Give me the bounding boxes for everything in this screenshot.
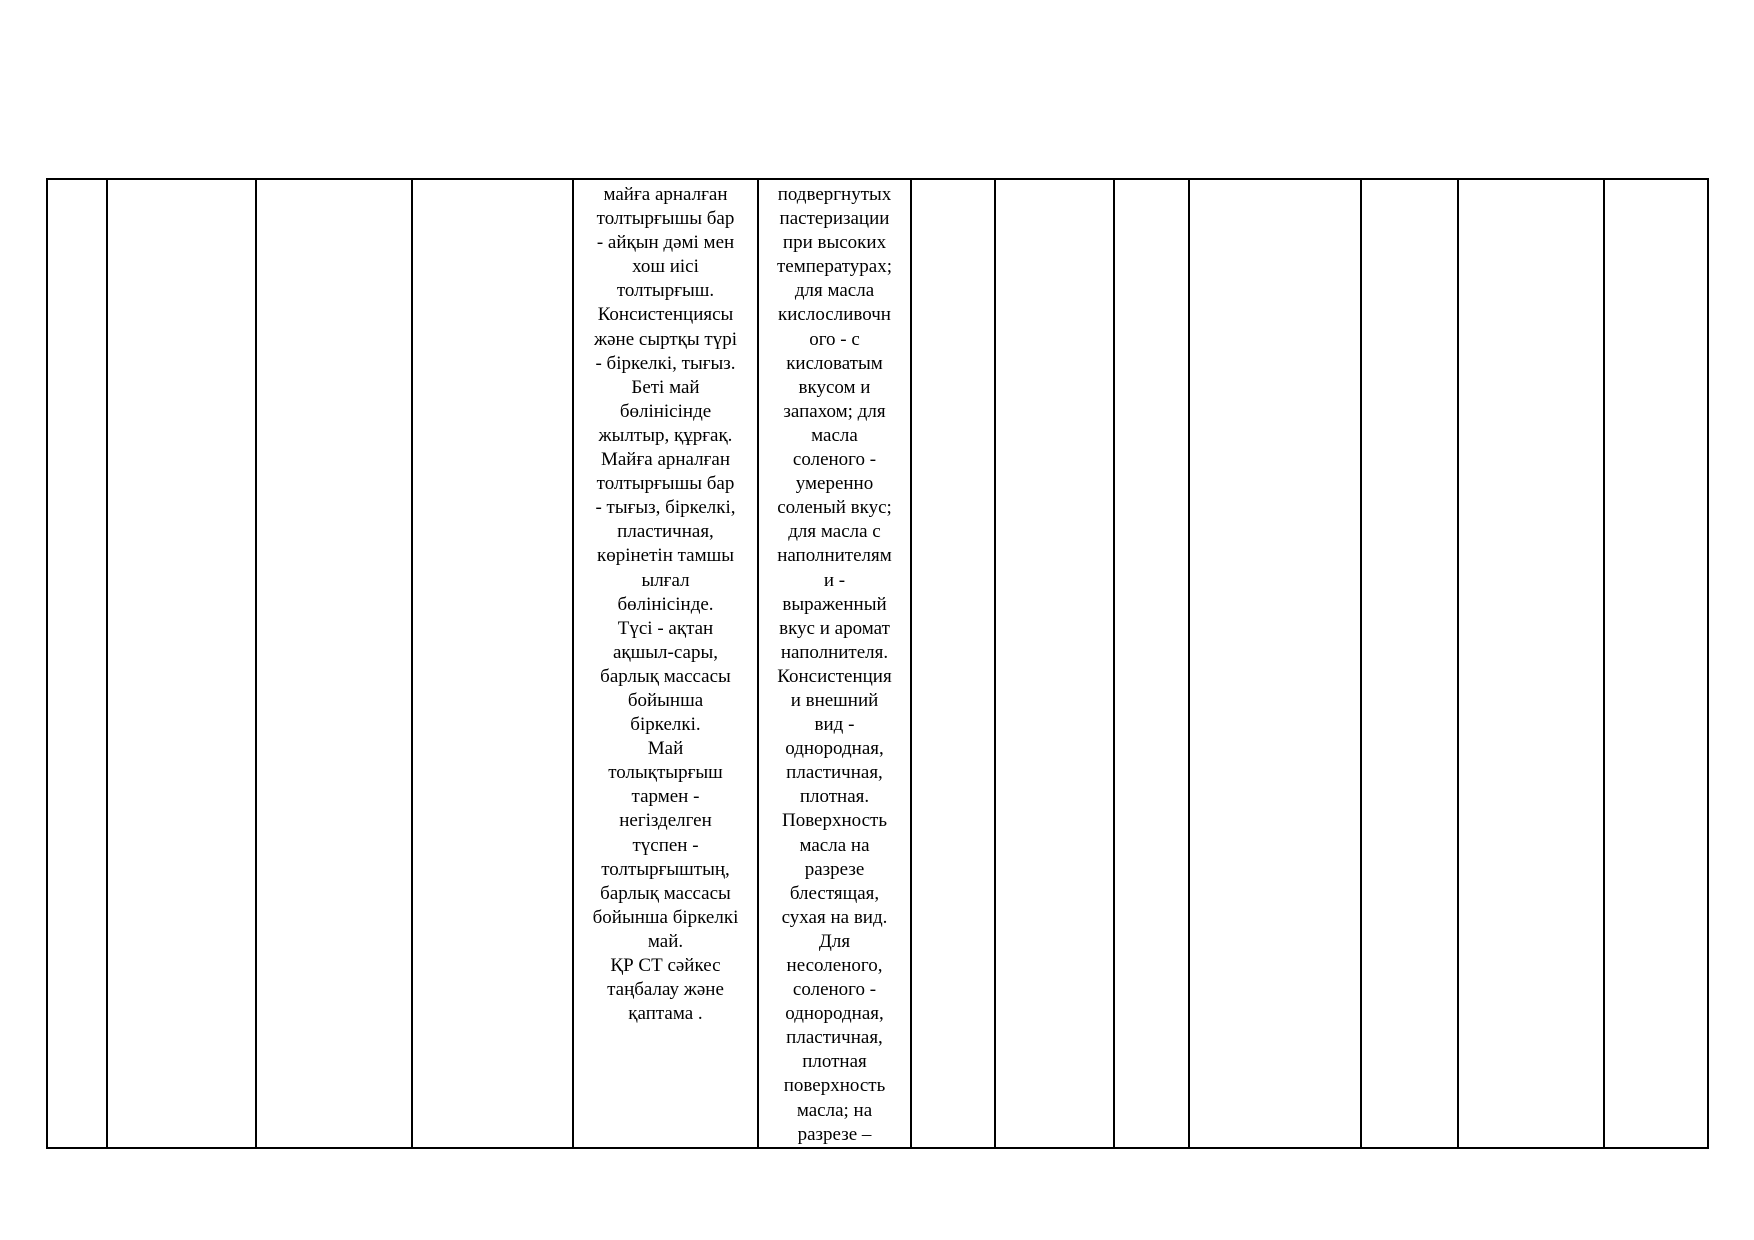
cell-text-line: пластичная, — [786, 1027, 883, 1049]
cell-text-line: масла — [811, 424, 858, 446]
cell-text-line: толтырғыш. — [616, 280, 715, 302]
table-row — [47, 179, 1708, 1148]
cell-text-line: плотная — [802, 1051, 867, 1073]
cell-text-line: Поверхность — [781, 810, 888, 832]
table-cell-col4 — [412, 179, 573, 1148]
cell-text-line: Консистенция — [777, 665, 892, 687]
cell-text-line: Для — [818, 930, 851, 952]
table-cell-col7 — [911, 179, 995, 1148]
cell-text-line: толтырғышы бар — [596, 208, 735, 230]
cell-text-line: Консистенциясы — [597, 304, 734, 326]
cell-text-line: барлық массасы — [600, 882, 731, 904]
cell-text-line: ақшыл-сары, — [613, 641, 718, 663]
table-cell-col13 — [1604, 179, 1708, 1148]
cell-text-line: май. — [647, 930, 684, 952]
cell-text-line: запахом; для — [783, 400, 886, 422]
cell-text-line: вкус и аромат — [779, 617, 890, 639]
cell-text-line: барлық массасы — [600, 665, 731, 687]
cell-text-line: масла на — [799, 834, 870, 856]
col6-text — [759, 180, 910, 1147]
cell-text-line: ҚР СТ сәйкес — [610, 955, 721, 976]
table-cell-col9 — [1114, 179, 1189, 1148]
cell-text-line: разрезе – — [797, 1123, 872, 1145]
cell-text-line: түспен - — [632, 834, 699, 856]
table-cell-col10 — [1189, 179, 1361, 1148]
requirements-table — [46, 178, 1709, 1149]
cell-text-line: бөлінісінде — [619, 400, 712, 422]
cell-text-line: бөлінісінде. — [617, 593, 714, 615]
table-cell-col12 — [1458, 179, 1604, 1148]
cell-text-line: при высоких — [782, 232, 887, 254]
cell-text-line: - айқын дәмі мен — [596, 232, 735, 254]
table-cell-col2 — [107, 179, 256, 1148]
table-cell-col3 — [256, 179, 412, 1148]
cell-text-line: Май — [647, 738, 684, 760]
cell-text-line: хош иісі — [632, 256, 699, 278]
cell-text-line: таңбалау және — [607, 979, 724, 1001]
cell-text-line: для масла — [794, 280, 875, 302]
cell-text-line: соленый вкус; — [777, 497, 892, 519]
cell-text-line: сухая на вид. — [781, 906, 888, 928]
cell-text-line: тармен - — [631, 786, 700, 808]
cell-text-line: поверхность — [783, 1075, 886, 1097]
table-cell-col5 — [573, 179, 758, 1148]
cell-text-line: жылтыр, құрғақ. — [598, 424, 733, 446]
table-cell-col1 — [47, 179, 107, 1148]
cell-text-line: бойынша біркелкі — [592, 906, 739, 928]
cell-text-line: Майға арналған — [600, 449, 731, 471]
cell-text-line: вкусом и — [798, 376, 871, 398]
cell-text-line: - тығыз, біркелкі, — [595, 497, 736, 519]
cell-text-line: соленого - — [792, 449, 877, 471]
cell-text-line: толықтырғыш — [608, 762, 723, 784]
cell-text-line: наполнителя. — [780, 641, 889, 663]
cell-text-line: наполнителям — [777, 545, 892, 567]
cell-text-line: толтырғышы бар — [596, 473, 735, 495]
cell-text-line: негізделген — [619, 810, 712, 832]
cell-text-line: ого - с — [809, 328, 860, 350]
cell-text-line: Беті май — [631, 376, 700, 398]
cell-text-line: толтырғыштың, — [601, 858, 730, 880]
cell-text-line: біркелкі. — [630, 714, 701, 736]
cell-text-line: соленого - — [792, 979, 877, 1001]
cell-text-line: подвергнутых — [777, 184, 892, 205]
cell-text-line: для масла с — [788, 521, 881, 543]
cell-text-line: разрезе — [804, 858, 865, 880]
cell-text-line: көрінетін тамшы — [597, 545, 734, 567]
cell-text-line: кисловатым — [786, 352, 883, 374]
table-cell-col6 — [758, 179, 911, 1148]
cell-text-line: қаптама . — [628, 1003, 703, 1025]
cell-text-line: ылғал — [641, 569, 690, 591]
cell-text-line: вид - — [814, 714, 855, 736]
cell-text-line: однородная, — [785, 738, 884, 760]
cell-text-line: бойынша — [627, 689, 704, 711]
cell-text-line: және сыртқы түрі — [594, 328, 737, 350]
cell-text-line: масла; на — [796, 1099, 873, 1121]
cell-text-line: пастеризации — [779, 208, 890, 230]
cell-text-line: однородная, — [785, 1003, 884, 1025]
cell-text-line: - біркелкі, тығыз. — [595, 352, 736, 374]
col5-text — [574, 180, 757, 1026]
table-cell-col8 — [995, 179, 1114, 1148]
cell-text-line: блестящая, — [789, 882, 880, 904]
cell-text-line: и - — [823, 569, 846, 591]
cell-text-line: умеренно — [795, 473, 874, 495]
cell-text-line: и внешний — [790, 689, 879, 711]
cell-text-line: плотная. — [799, 786, 870, 808]
cell-text-line: температурах; — [776, 256, 893, 278]
cell-text-line: пластичная, — [786, 762, 883, 784]
cell-text-line: пластичная, — [617, 521, 714, 543]
cell-text-line: несоленого, — [786, 955, 883, 976]
table-cell-col11 — [1361, 179, 1458, 1148]
cell-text-line: выраженный — [782, 593, 887, 615]
cell-text-line: майға арналған — [603, 184, 728, 205]
cell-text-line: кислосливочн — [778, 304, 891, 326]
cell-text-line: Түсі - ақтан — [617, 617, 714, 639]
